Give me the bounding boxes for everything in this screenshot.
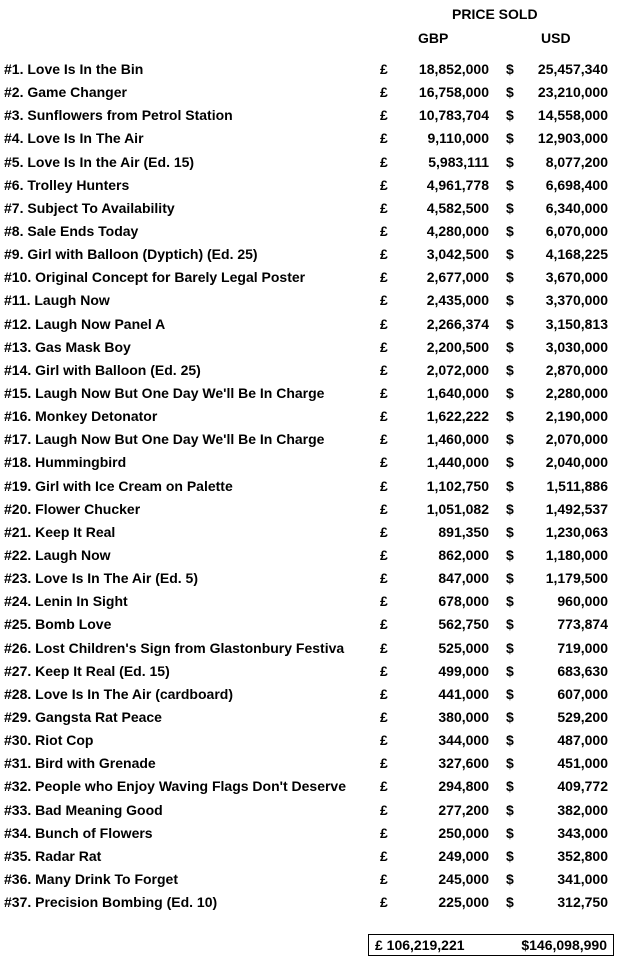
- gbp-symbol: £: [380, 107, 388, 124]
- usd-symbol: $: [506, 176, 514, 193]
- usd-price: 2,070,000: [545, 431, 608, 448]
- usd-price: 2,190,000: [545, 408, 608, 425]
- usd-price: 487,000: [557, 732, 608, 749]
- artwork-title: #17. Laugh Now But One Day We'll Be In Charge: [4, 431, 325, 448]
- usd-symbol: $: [506, 61, 514, 77]
- usd-symbol: $: [506, 315, 514, 332]
- gbp-price: 2,677,000: [426, 269, 489, 286]
- usd-symbol: $: [506, 616, 514, 633]
- gbp-symbol: £: [380, 546, 388, 563]
- gbp-price: 2,266,374: [426, 315, 489, 332]
- artwork-title: #37. Precision Bombing (Ed. 10): [4, 894, 218, 911]
- gbp-symbol: £: [380, 61, 388, 77]
- table-row: [0, 683, 618, 706]
- gbp-price: 2,435,000: [426, 292, 489, 309]
- gbp-price: 294,800: [438, 778, 489, 795]
- usd-price: 1,179,500: [545, 570, 608, 587]
- table-row: [0, 637, 618, 660]
- artwork-title: #26. Lost Children's Sign from Glastonbury Festiva: [4, 639, 345, 656]
- usd-price: 3,030,000: [545, 338, 608, 355]
- usd-symbol: $: [506, 570, 514, 587]
- usd-symbol: $: [506, 153, 514, 170]
- usd-price: 23,210,000: [537, 84, 608, 101]
- artwork-title: #27. Keep It Real (Ed. 15): [4, 662, 170, 679]
- artwork-title: #23. Love Is In The Air (Ed. 5): [4, 570, 198, 587]
- artwork-title: #36. Many Drink To Forget: [4, 870, 178, 887]
- gbp-price: 4,582,500: [426, 199, 489, 216]
- gbp-price: 562,750: [438, 616, 489, 633]
- gbp-symbol: £: [380, 431, 388, 448]
- gbp-symbol: £: [380, 732, 388, 749]
- table-row: [0, 174, 618, 197]
- artwork-title: #24. Lenin In Sight: [4, 593, 128, 610]
- table-row: [0, 336, 618, 359]
- gbp-symbol: £: [380, 222, 388, 239]
- usd-symbol: $: [506, 870, 514, 887]
- usd-price: 6,070,000: [545, 222, 608, 239]
- usd-symbol: $: [506, 384, 514, 401]
- artwork-title: #3. Sunflowers from Petrol Station: [4, 107, 233, 124]
- usd-price: 960,000: [557, 593, 608, 610]
- gbp-price: 16,758,000: [418, 84, 489, 101]
- table-row: [0, 567, 618, 590]
- gbp-symbol: £: [380, 685, 388, 702]
- table-row: [0, 313, 618, 336]
- usd-symbol: $: [506, 755, 514, 772]
- artwork-title: #8. Sale Ends Today: [4, 222, 139, 239]
- gbp-price: 2,200,500: [426, 338, 489, 355]
- artwork-title: #4. Love Is In The Air: [4, 130, 144, 147]
- artwork-title: #28. Love Is In The Air (cardboard): [4, 685, 233, 702]
- gbp-price: 225,000: [438, 894, 489, 911]
- gbp-symbol: £: [380, 269, 388, 286]
- table-row: [0, 752, 618, 775]
- gbp-price: 10,783,704: [418, 107, 489, 124]
- gbp-symbol: £: [380, 246, 388, 263]
- usd-price: 352,800: [557, 847, 608, 864]
- usd-symbol: $: [506, 523, 514, 540]
- gbp-price: 1,102,750: [426, 477, 489, 494]
- gbp-symbol: £: [380, 894, 388, 911]
- gbp-price: 245,000: [438, 870, 489, 887]
- table-row: [0, 266, 618, 289]
- usd-price: 409,772: [557, 778, 608, 795]
- usd-price: 8,077,200: [545, 153, 608, 170]
- gbp-price: 3,042,500: [426, 246, 489, 263]
- gbp-price: 2,072,000: [426, 361, 489, 378]
- table-row: [0, 775, 618, 798]
- artwork-title: #29. Gangsta Rat Peace: [4, 708, 162, 725]
- usd-symbol: $: [506, 107, 514, 124]
- usd-symbol: $: [506, 454, 514, 471]
- gbp-symbol: £: [380, 570, 388, 587]
- gbp-price: 18,852,000: [418, 61, 489, 77]
- gbp-price: 344,000: [438, 732, 489, 749]
- gbp-symbol: £: [380, 315, 388, 332]
- table-row: [0, 660, 618, 683]
- gbp-symbol: £: [380, 477, 388, 494]
- gbp-price: 277,200: [438, 801, 489, 818]
- usd-symbol: $: [506, 732, 514, 749]
- gbp-price: 1,460,000: [426, 431, 489, 448]
- artwork-title: #18. Hummingbird: [4, 454, 127, 471]
- gbp-symbol: £: [380, 199, 388, 216]
- gbp-price: 862,000: [438, 546, 489, 563]
- usd-price: 6,698,400: [545, 176, 608, 193]
- gbp-price: 327,600: [438, 755, 489, 772]
- usd-price: 3,370,000: [545, 292, 608, 309]
- usd-symbol: $: [506, 222, 514, 239]
- table-row: [0, 81, 618, 104]
- artwork-title: #9. Girl with Balloon (Dyptich) (Ed. 25): [4, 246, 258, 263]
- table-row: [0, 197, 618, 220]
- table-row: [0, 104, 618, 127]
- usd-price: 382,000: [557, 801, 608, 818]
- gbp-symbol: £: [380, 292, 388, 309]
- gbp-symbol: £: [380, 176, 388, 193]
- usd-price: 2,280,000: [545, 384, 608, 401]
- gbp-symbol: £: [380, 454, 388, 471]
- usd-symbol: $: [506, 500, 514, 517]
- artwork-title: #21. Keep It Real: [4, 523, 116, 540]
- gbp-price: 5,983,111: [428, 153, 489, 170]
- gbp-symbol: £: [380, 639, 388, 656]
- table-row: [0, 475, 618, 498]
- gbp-symbol: £: [380, 847, 388, 864]
- gbp-symbol: £: [380, 408, 388, 425]
- table-row: [0, 729, 618, 752]
- table-row: [0, 451, 618, 474]
- usd-symbol: $: [506, 662, 514, 679]
- usd-symbol: $: [506, 847, 514, 864]
- usd-symbol: $: [506, 292, 514, 309]
- usd-symbol: $: [506, 84, 514, 101]
- gbp-price: 441,000: [438, 685, 489, 702]
- artwork-title: #7. Subject To Availability: [4, 199, 175, 216]
- gbp-symbol: £: [380, 523, 388, 540]
- total-usd: $146,098,990: [521, 937, 607, 953]
- gbp-price: 499,000: [438, 662, 489, 679]
- usd-symbol: $: [506, 199, 514, 216]
- usd-price: 773,874: [557, 616, 608, 633]
- gbp-price: 249,000: [438, 847, 489, 864]
- gbp-symbol: £: [380, 130, 388, 147]
- usd-symbol: $: [506, 593, 514, 610]
- usd-symbol: $: [506, 361, 514, 378]
- table-row: [0, 498, 618, 521]
- gbp-symbol: £: [380, 824, 388, 841]
- artwork-title: #16. Monkey Detonator: [4, 408, 158, 425]
- table-row: [0, 891, 618, 914]
- usd-price: 12,903,000: [537, 130, 608, 147]
- table-row: [0, 359, 618, 382]
- table-row: [0, 220, 618, 243]
- usd-price: 1,180,000: [545, 546, 608, 563]
- table-row: [0, 868, 618, 891]
- usd-symbol: $: [506, 130, 514, 147]
- usd-price: 341,000: [557, 870, 608, 887]
- gbp-price: 525,000: [438, 639, 489, 656]
- gbp-symbol: £: [380, 84, 388, 101]
- usd-price: 3,670,000: [545, 269, 608, 286]
- table-row: [0, 382, 618, 405]
- usd-price: 2,870,000: [545, 361, 608, 378]
- artwork-title: #31. Bird with Grenade: [4, 755, 156, 772]
- table-row: [0, 544, 618, 567]
- artwork-title: #5. Love Is In the Air (Ed. 15): [4, 153, 195, 170]
- artwork-title: #10. Original Concept for Barely Legal Poster: [4, 269, 306, 286]
- artwork-title: #33. Bad Meaning Good: [4, 801, 163, 818]
- table-row: [0, 706, 618, 729]
- gbp-symbol: £: [380, 870, 388, 887]
- usd-symbol: $: [506, 269, 514, 286]
- artwork-title: #6. Trolley Hunters: [4, 176, 130, 193]
- artwork-title: #22. Laugh Now: [4, 546, 111, 563]
- gbp-price: 1,640,000: [426, 384, 489, 401]
- usd-price: 312,750: [557, 894, 608, 911]
- table-row: [0, 799, 618, 822]
- usd-column-header: USD: [541, 30, 571, 46]
- usd-price: 3,150,813: [545, 315, 608, 332]
- usd-symbol: $: [506, 477, 514, 494]
- gbp-price: 891,350: [438, 523, 489, 540]
- artwork-title: #15. Laugh Now But One Day We'll Be In Charge: [4, 384, 325, 401]
- table-row: [0, 58, 618, 81]
- artwork-title: #19. Girl with Ice Cream on Palette: [4, 477, 233, 494]
- gbp-price: 250,000: [438, 824, 489, 841]
- table-row: [0, 613, 618, 636]
- artwork-title: #25. Bomb Love: [4, 616, 112, 633]
- gbp-price: 1,051,082: [426, 500, 489, 517]
- price-table: [0, 58, 618, 914]
- gbp-symbol: £: [380, 361, 388, 378]
- artwork-title: #14. Girl with Balloon (Ed. 25): [4, 361, 201, 378]
- usd-symbol: $: [506, 708, 514, 725]
- table-row: [0, 521, 618, 544]
- gbp-symbol: £: [380, 384, 388, 401]
- artwork-title: #30. Riot Cop: [4, 732, 94, 749]
- artwork-title: #11. Laugh Now: [4, 292, 110, 309]
- gbp-price: 1,440,000: [426, 454, 489, 471]
- usd-price: 607,000: [557, 685, 608, 702]
- usd-symbol: $: [506, 685, 514, 702]
- table-row: [0, 289, 618, 312]
- usd-price: 1,230,063: [545, 523, 608, 540]
- table-row: [0, 845, 618, 868]
- gbp-symbol: £: [380, 593, 388, 610]
- usd-symbol: $: [506, 246, 514, 263]
- usd-symbol: $: [506, 801, 514, 818]
- usd-price: 1,492,537: [545, 500, 608, 517]
- gbp-symbol: £: [380, 662, 388, 679]
- usd-symbol: $: [506, 431, 514, 448]
- usd-price: 25,457,340: [537, 61, 608, 77]
- table-row: [0, 127, 618, 150]
- gbp-symbol: £: [380, 755, 388, 772]
- usd-price: 4,168,225: [545, 246, 608, 263]
- price-sold-header: PRICE SOLD: [452, 6, 538, 22]
- usd-price: 1,511,886: [546, 477, 608, 494]
- gbp-price: 4,280,000: [426, 222, 489, 239]
- artwork-title: #13. Gas Mask Boy: [4, 338, 131, 355]
- gbp-symbol: £: [380, 616, 388, 633]
- usd-price: 14,558,000: [537, 107, 608, 124]
- usd-symbol: $: [506, 639, 514, 656]
- artwork-title: #20. Flower Chucker: [4, 500, 141, 517]
- usd-price: 529,200: [557, 708, 608, 725]
- usd-price: 2,040,000: [545, 454, 608, 471]
- gbp-column-header: GBP: [418, 30, 449, 46]
- gbp-price: 1,622,222: [426, 408, 489, 425]
- table-row: [0, 243, 618, 266]
- table-row: [0, 405, 618, 428]
- gbp-price: 678,000: [438, 593, 489, 610]
- gbp-price: 9,110,000: [427, 130, 489, 147]
- artwork-title: #35. Radar Rat: [4, 847, 102, 864]
- gbp-symbol: £: [380, 338, 388, 355]
- usd-price: 451,000: [557, 755, 608, 772]
- table-row: [0, 590, 618, 613]
- artwork-title: #1. Love Is In the Bin: [4, 61, 144, 77]
- artwork-title: #32. People who Enjoy Waving Flags Don't Deserve: [4, 778, 347, 795]
- usd-price: 6,340,000: [545, 199, 608, 216]
- gbp-symbol: £: [380, 801, 388, 818]
- table-row: [0, 822, 618, 845]
- usd-price: 719,000: [557, 639, 608, 656]
- usd-symbol: $: [506, 338, 514, 355]
- table-row: [0, 151, 618, 174]
- artwork-title: #2. Game Changer: [4, 84, 127, 101]
- usd-price: 343,000: [557, 824, 608, 841]
- gbp-price: 847,000: [438, 570, 489, 587]
- usd-symbol: $: [506, 894, 514, 911]
- artwork-title: #12. Laugh Now Panel A: [4, 315, 166, 332]
- gbp-symbol: £: [380, 708, 388, 725]
- usd-symbol: $: [506, 824, 514, 841]
- usd-symbol: $: [506, 546, 514, 563]
- artwork-title: #34. Bunch of Flowers: [4, 824, 153, 841]
- total-box: [368, 934, 614, 956]
- table-row: [0, 428, 618, 451]
- total-gbp: £ 106,219,221: [375, 937, 465, 953]
- usd-symbol: $: [506, 408, 514, 425]
- gbp-symbol: £: [380, 153, 388, 170]
- gbp-price: 380,000: [438, 708, 489, 725]
- usd-symbol: $: [506, 778, 514, 795]
- gbp-symbol: £: [380, 778, 388, 795]
- gbp-symbol: £: [380, 500, 388, 517]
- gbp-price: 4,961,778: [426, 176, 489, 193]
- usd-price: 683,630: [557, 662, 608, 679]
